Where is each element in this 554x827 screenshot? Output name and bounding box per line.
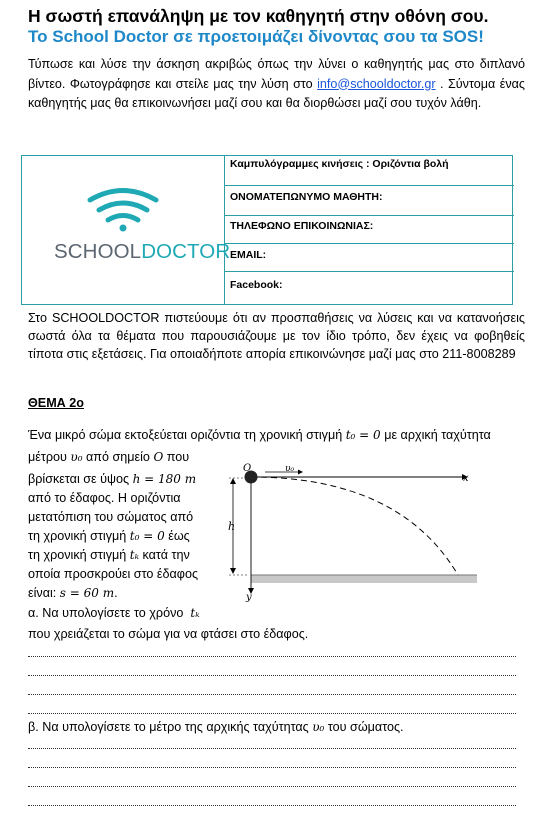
answer-line[interactable] (28, 805, 516, 806)
student-name-row[interactable] (224, 186, 514, 216)
problem-line-5: μετατόπιση του σώματος από (28, 510, 194, 524)
intro-text-after: . Σύντομα ένας καθηγητής μας θα επικοινωνήσει μαζί σου και θα διορθώσει μαζί σου τυχόν λάθη. (28, 76, 525, 110)
email-link[interactable]: info@schooldoctor.gr (317, 76, 436, 91)
belief-paragraph: Στο SCHOOLDOCTOR πιστεύουμε ότι αν προσπαθήσεις να λύσεις και να κατανοήσεις σωστά όλα τα θέματα που παρουσιάζουμε με τον ίδιο τρόπο, δεν έχεις να φοβηθείς τίποτα στις εξετάσεις. Για οποιαδήποτε απορία επικοινώνησε μαζί μας στο 211-8008289 (28, 311, 525, 361)
projectile-diagram (225, 462, 485, 610)
problem-line-7: τη χρονική στιγμή tₖ κατά την (28, 548, 190, 562)
height-arrow-bottom (230, 568, 236, 574)
facebook-label: Facebook: (230, 279, 283, 291)
logo-cell (22, 156, 231, 304)
origin-label: O (243, 463, 252, 474)
problem-line-6: τη χρονική στιγμή t₀ = 0 έως (28, 529, 190, 543)
answer-line[interactable] (28, 713, 516, 714)
answer-line[interactable] (28, 656, 516, 657)
question-b: β. Να υπολογίσετε το μέτρο της αρχικής ταχύτητας υ₀ του σώματος. (28, 720, 404, 734)
facebook-row[interactable] (224, 272, 514, 304)
problem-line-3: βρίσκεται σε ύψος h = 180 m (28, 472, 197, 486)
logo-text-school: SCHOOL (54, 240, 142, 263)
page-subtitle: Το School Doctor σε προετοιμάζει δίνοντας σου τα SOS! (28, 27, 484, 46)
email-row[interactable] (224, 244, 514, 272)
wifi-signal-icon (22, 156, 224, 304)
logo-text-doctor: DOCTOR (141, 240, 231, 263)
y-axis-label: y (246, 592, 252, 603)
question-a-line-1: α. Να υπολογίσετε το χρόνο tₖ (28, 606, 200, 620)
student-info-card (21, 155, 513, 305)
x-axis-label: x (463, 473, 469, 484)
page-title: Η σωστή επανάληψη με τον καθηγητή στην οθόνη σου. (28, 6, 489, 26)
intro-paragraph (28, 55, 525, 114)
problem-line-9: είναι: s = 60 m. (28, 586, 118, 600)
student-name-label: ΟΝΟΜΑΤΕΠΩΝΥΜΟ ΜΑΘΗΤΗ: (230, 191, 383, 203)
problem-line-2: μέτρου υ₀ από σημείο O που (28, 450, 190, 464)
velocity-label: υ₀ (285, 464, 295, 474)
email-label: EMAIL: (230, 249, 267, 261)
topic-label: Καμπυλόγραμμες κινήσεις : Οριζόντια βολή (230, 158, 449, 170)
phone-row[interactable] (224, 216, 514, 244)
thema-heading: ΘΕΜΑ 2ο (28, 396, 84, 410)
question-a-line-2: που χρειάζεται το σώμα για να φτάσει στο έδαφος. (28, 627, 309, 641)
problem-line-4: από το έδαφος. Η οριζόντια (28, 491, 181, 505)
answer-line[interactable] (28, 748, 516, 749)
problem-line-8: οποία προσκρούει στο έδαφος (28, 567, 199, 581)
velocity-arrow-head (298, 470, 303, 475)
trajectory (251, 477, 458, 575)
answer-line[interactable] (28, 694, 516, 695)
topic-row (224, 156, 514, 186)
height-arrow-top (230, 478, 236, 484)
ground (251, 575, 477, 583)
answer-line[interactable] (28, 786, 516, 787)
intro-text-before: Τύπωσε και λύσε την άσκηση ακριβώς όπως την λύνει ο καθηγητής μας στο διπλανό βίντεο. Φωτογράφησε και στείλε μας την λύση στο (28, 57, 525, 91)
school-doctor-logo (54, 240, 230, 264)
answer-line[interactable] (28, 767, 516, 768)
height-label: h (228, 520, 236, 533)
problem-line-1: Ένα μικρό σώμα εκτοξεύεται οριζόντια τη χρονική στιγμή t₀ = 0 με αρχική ταχύτητα (28, 428, 491, 442)
answer-line[interactable] (28, 675, 516, 676)
phone-label: ΤΗΛΕΦΩΝΟ ΕΠΙΚΟΙΝΩΝΙΑΣ: (230, 220, 374, 232)
